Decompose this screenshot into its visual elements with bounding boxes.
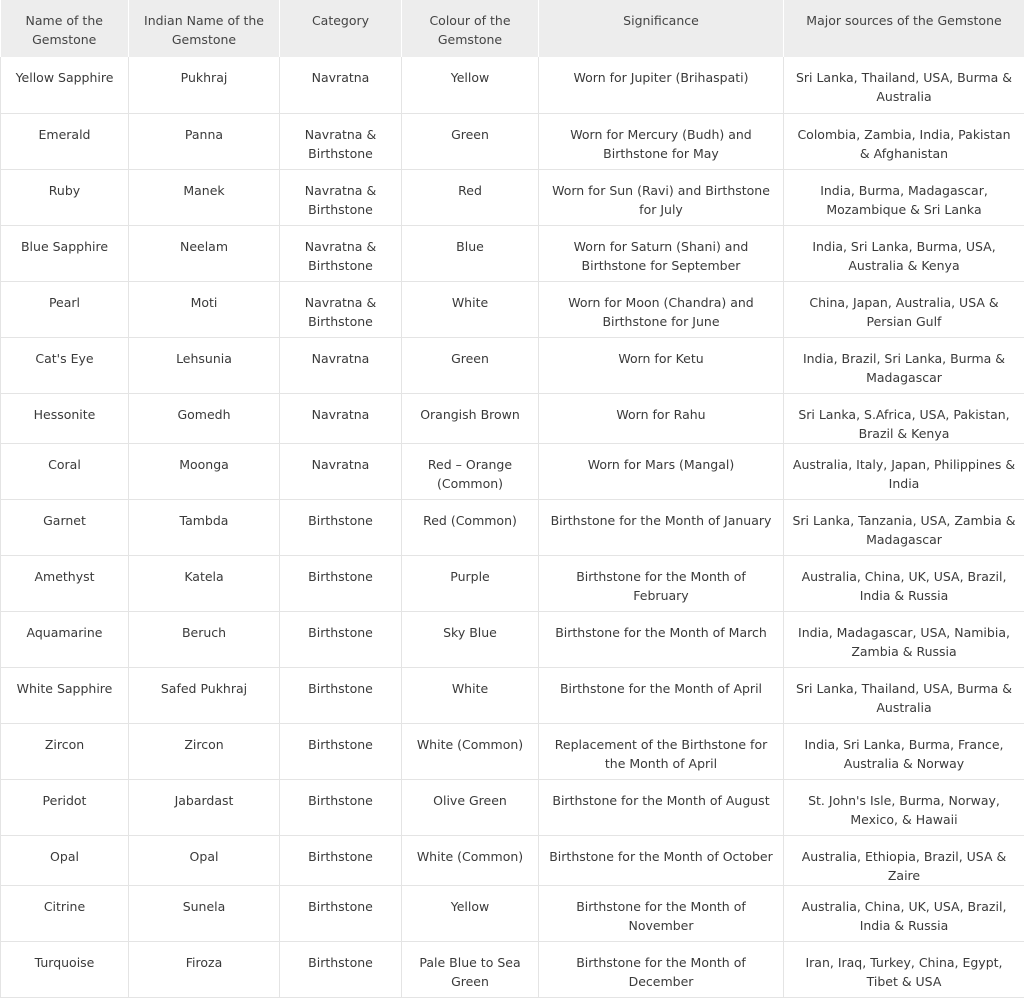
cell-indian-name: Moonga bbox=[129, 443, 280, 499]
cell-major-sources: India, Sri Lanka, Burma, USA, Australia & Kenya bbox=[784, 225, 1024, 281]
cell-indian-name: Jabardast bbox=[129, 779, 280, 835]
cell-significance: Birthstone for the Month of December bbox=[539, 941, 784, 997]
cell-indian-name: Beruch bbox=[129, 611, 280, 667]
cell-category: Birthstone bbox=[280, 835, 402, 885]
cell-indian-name: Opal bbox=[129, 835, 280, 885]
cell-major-sources: India, Madagascar, USA, Namibia, Zambia & Russia bbox=[784, 611, 1024, 667]
cell-category: Birthstone bbox=[280, 555, 402, 611]
cell-major-sources: Sri Lanka, S.Africa, USA, Pakistan, Brazil & Kenya bbox=[784, 393, 1024, 443]
cell-indian-name: Panna bbox=[129, 113, 280, 169]
cell-major-sources: Australia, Ethiopia, Brazil, USA & Zaire bbox=[784, 835, 1024, 885]
cell-indian-name: Gomedh bbox=[129, 393, 280, 443]
header-significance: Significance bbox=[539, 0, 784, 57]
cell-category: Birthstone bbox=[280, 779, 402, 835]
cell-significance: Replacement of the Birthstone for the Month of April bbox=[539, 723, 784, 779]
cell-major-sources: Iran, Iraq, Turkey, China, Egypt, Tibet & USA bbox=[784, 941, 1024, 997]
cell-gemstone-name: Yellow Sapphire bbox=[1, 57, 129, 113]
cell-significance: Birthstone for the Month of March bbox=[539, 611, 784, 667]
cell-significance: Worn for Sun (Ravi) and Birthstone for July bbox=[539, 169, 784, 225]
cell-significance: Birthstone for the Month of October bbox=[539, 835, 784, 885]
cell-gemstone-name: Turquoise bbox=[1, 941, 129, 997]
table-row bbox=[1, 885, 1024, 941]
table-body bbox=[1, 57, 1024, 997]
cell-major-sources: India, Brazil, Sri Lanka, Burma & Madagascar bbox=[784, 337, 1024, 393]
cell-gemstone-name: Amethyst bbox=[1, 555, 129, 611]
cell-category: Navratna bbox=[280, 443, 402, 499]
cell-significance: Birthstone for the Month of April bbox=[539, 667, 784, 723]
cell-significance: Birthstone for the Month of August bbox=[539, 779, 784, 835]
cell-colour: Green bbox=[402, 337, 539, 393]
cell-category: Birthstone bbox=[280, 885, 402, 941]
cell-major-sources: India, Sri Lanka, Burma, France, Australia & Norway bbox=[784, 723, 1024, 779]
header-category: Category bbox=[280, 0, 402, 57]
table-row bbox=[1, 667, 1024, 723]
cell-colour: Pale Blue to Sea Green bbox=[402, 941, 539, 997]
cell-category: Navratna bbox=[280, 57, 402, 113]
cell-colour: Red (Common) bbox=[402, 499, 539, 555]
cell-indian-name: Sunela bbox=[129, 885, 280, 941]
cell-indian-name: Tambda bbox=[129, 499, 280, 555]
cell-gemstone-name: White Sapphire bbox=[1, 667, 129, 723]
cell-major-sources: Australia, China, UK, USA, Brazil, India & Russia bbox=[784, 885, 1024, 941]
cell-gemstone-name: Citrine bbox=[1, 885, 129, 941]
cell-significance: Worn for Jupiter (Brihaspati) bbox=[539, 57, 784, 113]
cell-category: Birthstone bbox=[280, 499, 402, 555]
cell-gemstone-name: Hessonite bbox=[1, 393, 129, 443]
cell-gemstone-name: Garnet bbox=[1, 499, 129, 555]
cell-category: Birthstone bbox=[280, 667, 402, 723]
cell-colour: White bbox=[402, 281, 539, 337]
table-row bbox=[1, 337, 1024, 393]
header-gemstone-name: Name of the Gemstone bbox=[1, 0, 129, 57]
cell-category: Birthstone bbox=[280, 723, 402, 779]
cell-indian-name: Lehsunia bbox=[129, 337, 280, 393]
cell-major-sources: St. John's Isle, Burma, Norway, Mexico, & Hawaii bbox=[784, 779, 1024, 835]
cell-gemstone-name: Peridot bbox=[1, 779, 129, 835]
table-row bbox=[1, 393, 1024, 443]
table-header bbox=[1, 0, 1024, 57]
cell-category: Navratna & Birthstone bbox=[280, 169, 402, 225]
table-row bbox=[1, 723, 1024, 779]
cell-category: Navratna & Birthstone bbox=[280, 225, 402, 281]
cell-gemstone-name: Blue Sapphire bbox=[1, 225, 129, 281]
header-row bbox=[1, 0, 1024, 57]
cell-category: Birthstone bbox=[280, 611, 402, 667]
cell-major-sources: Sri Lanka, Thailand, USA, Burma & Australia bbox=[784, 667, 1024, 723]
cell-category: Navratna bbox=[280, 337, 402, 393]
cell-significance: Worn for Ketu bbox=[539, 337, 784, 393]
cell-category: Navratna & Birthstone bbox=[280, 113, 402, 169]
cell-indian-name: Moti bbox=[129, 281, 280, 337]
cell-colour: Red – Orange (Common) bbox=[402, 443, 539, 499]
cell-colour: Yellow bbox=[402, 57, 539, 113]
header-indian-name: Indian Name of the Gemstone bbox=[129, 0, 280, 57]
cell-colour: Red bbox=[402, 169, 539, 225]
header-major-sources: Major sources of the Gemstone bbox=[784, 0, 1024, 57]
cell-indian-name: Neelam bbox=[129, 225, 280, 281]
table-row bbox=[1, 113, 1024, 169]
cell-significance: Worn for Moon (Chandra) and Birthstone for June bbox=[539, 281, 784, 337]
cell-colour: White (Common) bbox=[402, 723, 539, 779]
cell-gemstone-name: Opal bbox=[1, 835, 129, 885]
table-row bbox=[1, 281, 1024, 337]
cell-colour: Olive Green bbox=[402, 779, 539, 835]
cell-category: Birthstone bbox=[280, 941, 402, 997]
cell-significance: Birthstone for the Month of November bbox=[539, 885, 784, 941]
cell-gemstone-name: Cat's Eye bbox=[1, 337, 129, 393]
cell-gemstone-name: Emerald bbox=[1, 113, 129, 169]
cell-colour: White bbox=[402, 667, 539, 723]
cell-colour: White (Common) bbox=[402, 835, 539, 885]
cell-major-sources: Australia, China, UK, USA, Brazil, India & Russia bbox=[784, 555, 1024, 611]
cell-gemstone-name: Aquamarine bbox=[1, 611, 129, 667]
cell-indian-name: Katela bbox=[129, 555, 280, 611]
cell-category: Navratna bbox=[280, 393, 402, 443]
table-row bbox=[1, 611, 1024, 667]
cell-major-sources: Colombia, Zambia, India, Pakistan & Afghanistan bbox=[784, 113, 1024, 169]
cell-significance: Worn for Saturn (Shani) and Birthstone for September bbox=[539, 225, 784, 281]
cell-colour: Green bbox=[402, 113, 539, 169]
table-row bbox=[1, 443, 1024, 499]
cell-significance: Worn for Mars (Mangal) bbox=[539, 443, 784, 499]
cell-colour: Yellow bbox=[402, 885, 539, 941]
cell-indian-name: Safed Pukhraj bbox=[129, 667, 280, 723]
cell-colour: Purple bbox=[402, 555, 539, 611]
cell-indian-name: Zircon bbox=[129, 723, 280, 779]
cell-significance: Birthstone for the Month of January bbox=[539, 499, 784, 555]
cell-colour: Blue bbox=[402, 225, 539, 281]
cell-indian-name: Pukhraj bbox=[129, 57, 280, 113]
cell-significance: Worn for Rahu bbox=[539, 393, 784, 443]
cell-major-sources: Sri Lanka, Thailand, USA, Burma & Australia bbox=[784, 57, 1024, 113]
table-row bbox=[1, 941, 1024, 997]
table-row bbox=[1, 779, 1024, 835]
table-row bbox=[1, 835, 1024, 885]
cell-category: Navratna & Birthstone bbox=[280, 281, 402, 337]
cell-major-sources: India, Burma, Madagascar, Mozambique & Sri Lanka bbox=[784, 169, 1024, 225]
cell-gemstone-name: Ruby bbox=[1, 169, 129, 225]
table-row bbox=[1, 169, 1024, 225]
cell-gemstone-name: Zircon bbox=[1, 723, 129, 779]
cell-gemstone-name: Coral bbox=[1, 443, 129, 499]
cell-colour: Orangish Brown bbox=[402, 393, 539, 443]
table-row bbox=[1, 57, 1024, 113]
cell-indian-name: Firoza bbox=[129, 941, 280, 997]
cell-indian-name: Manek bbox=[129, 169, 280, 225]
header-colour: Colour of the Gemstone bbox=[402, 0, 539, 57]
table-row bbox=[1, 555, 1024, 611]
cell-colour: Sky Blue bbox=[402, 611, 539, 667]
cell-major-sources: Australia, Italy, Japan, Philippines & India bbox=[784, 443, 1024, 499]
cell-major-sources: Sri Lanka, Tanzania, USA, Zambia & Madagascar bbox=[784, 499, 1024, 555]
cell-significance: Worn for Mercury (Budh) and Birthstone for May bbox=[539, 113, 784, 169]
cell-gemstone-name: Pearl bbox=[1, 281, 129, 337]
table-row bbox=[1, 499, 1024, 555]
cell-major-sources: China, Japan, Australia, USA & Persian Gulf bbox=[784, 281, 1024, 337]
table-row bbox=[1, 225, 1024, 281]
cell-significance: Birthstone for the Month of February bbox=[539, 555, 784, 611]
